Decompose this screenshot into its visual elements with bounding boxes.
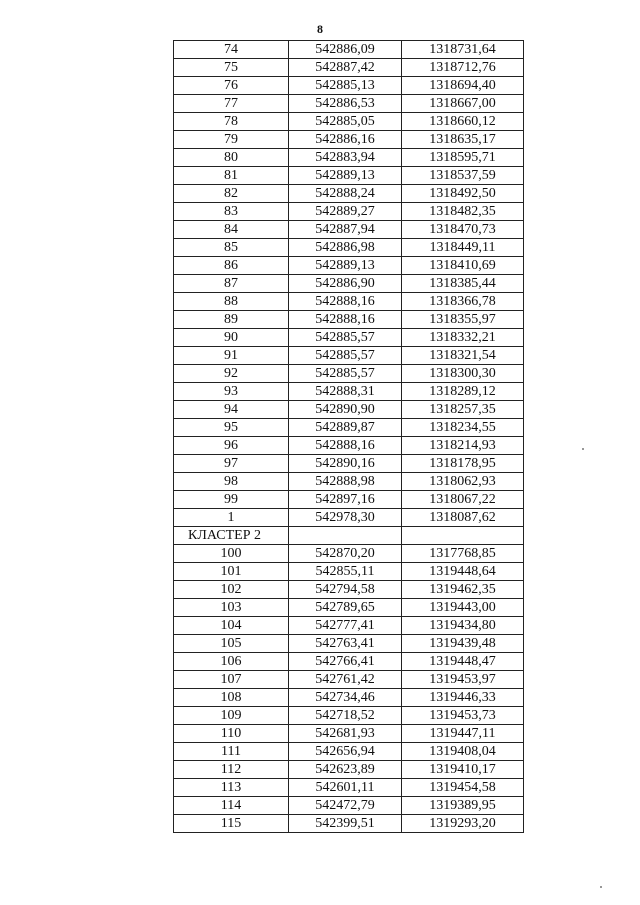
table-row bbox=[174, 725, 524, 743]
x-coordinate-cell: 542889,27 bbox=[289, 203, 402, 221]
y-coordinate-cell: 1319434,80 bbox=[402, 617, 524, 635]
y-coordinate-cell: 1318214,93 bbox=[402, 437, 524, 455]
x-coordinate-cell: 542888,98 bbox=[289, 473, 402, 491]
table-row bbox=[174, 365, 524, 383]
point-number-cell: 84 bbox=[174, 221, 289, 239]
table-row bbox=[174, 275, 524, 293]
y-coordinate-cell: 1319446,33 bbox=[402, 689, 524, 707]
point-number-cell: 95 bbox=[174, 419, 289, 437]
coordinates-table-body bbox=[174, 41, 524, 833]
table-row bbox=[174, 653, 524, 671]
y-coordinate-cell: 1318332,21 bbox=[402, 329, 524, 347]
x-coordinate-cell: 542885,57 bbox=[289, 365, 402, 383]
x-coordinate-cell: 542766,41 bbox=[289, 653, 402, 671]
y-coordinate-cell: 1318537,59 bbox=[402, 167, 524, 185]
point-number-cell: 106 bbox=[174, 653, 289, 671]
point-number-cell: 75 bbox=[174, 59, 289, 77]
table-row bbox=[174, 311, 524, 329]
table-row bbox=[174, 293, 524, 311]
x-coordinate-cell: 542978,30 bbox=[289, 509, 402, 527]
table-row bbox=[174, 779, 524, 797]
table-row bbox=[174, 203, 524, 221]
y-coordinate-cell: 1318731,64 bbox=[402, 41, 524, 59]
table-row bbox=[174, 419, 524, 437]
point-number-cell: 86 bbox=[174, 257, 289, 275]
y-coordinate-cell: 1318410,69 bbox=[402, 257, 524, 275]
section-row bbox=[174, 527, 524, 545]
point-number-cell: 88 bbox=[174, 293, 289, 311]
y-coordinate-cell: 1318087,62 bbox=[402, 509, 524, 527]
y-coordinate-cell: 1319447,11 bbox=[402, 725, 524, 743]
x-coordinate-cell: 542886,53 bbox=[289, 95, 402, 113]
table-row bbox=[174, 455, 524, 473]
x-coordinate-cell: 542889,87 bbox=[289, 419, 402, 437]
x-coordinate-cell: 542885,05 bbox=[289, 113, 402, 131]
x-coordinate-cell: 542601,11 bbox=[289, 779, 402, 797]
y-coordinate-cell: 1319454,58 bbox=[402, 779, 524, 797]
point-number-cell: 85 bbox=[174, 239, 289, 257]
point-number-cell: 90 bbox=[174, 329, 289, 347]
point-number-cell: 114 bbox=[174, 797, 289, 815]
table-row bbox=[174, 815, 524, 833]
x-coordinate-cell: 542890,16 bbox=[289, 455, 402, 473]
point-number-cell: 110 bbox=[174, 725, 289, 743]
table-row bbox=[174, 617, 524, 635]
y-coordinate-cell: 1319408,04 bbox=[402, 743, 524, 761]
point-number-cell: 109 bbox=[174, 707, 289, 725]
point-number-cell: 103 bbox=[174, 599, 289, 617]
y-coordinate-cell: 1318492,50 bbox=[402, 185, 524, 203]
point-number-cell: 100 bbox=[174, 545, 289, 563]
table-row bbox=[174, 239, 524, 257]
y-coordinate-cell: 1319410,17 bbox=[402, 761, 524, 779]
x-coordinate-cell: 542887,94 bbox=[289, 221, 402, 239]
point-number-cell: 113 bbox=[174, 779, 289, 797]
x-coordinate-cell: 542887,42 bbox=[289, 59, 402, 77]
point-number-cell: 1 bbox=[174, 509, 289, 527]
table-row bbox=[174, 689, 524, 707]
table-row bbox=[174, 113, 524, 131]
y-coordinate-cell: 1319453,97 bbox=[402, 671, 524, 689]
x-coordinate-cell: 542897,16 bbox=[289, 491, 402, 509]
x-coordinate-cell: 542888,16 bbox=[289, 293, 402, 311]
x-coordinate-cell: 542889,13 bbox=[289, 167, 402, 185]
point-number-cell: 108 bbox=[174, 689, 289, 707]
table-row bbox=[174, 95, 524, 113]
point-number-cell: 104 bbox=[174, 617, 289, 635]
point-number-cell: 102 bbox=[174, 581, 289, 599]
section-empty-x bbox=[289, 527, 402, 545]
x-coordinate-cell: 542855,11 bbox=[289, 563, 402, 581]
point-number-cell: 92 bbox=[174, 365, 289, 383]
table-row bbox=[174, 635, 524, 653]
x-coordinate-cell: 542472,79 bbox=[289, 797, 402, 815]
section-empty-y bbox=[402, 527, 524, 545]
x-coordinate-cell: 542718,52 bbox=[289, 707, 402, 725]
point-number-cell: 76 bbox=[174, 77, 289, 95]
y-coordinate-cell: 1319389,95 bbox=[402, 797, 524, 815]
table-row bbox=[174, 761, 524, 779]
x-coordinate-cell: 542885,13 bbox=[289, 77, 402, 95]
y-coordinate-cell: 1318635,17 bbox=[402, 131, 524, 149]
table-row bbox=[174, 743, 524, 761]
y-coordinate-cell: 1318694,40 bbox=[402, 77, 524, 95]
table-row bbox=[174, 131, 524, 149]
point-number-cell: 115 bbox=[174, 815, 289, 833]
y-coordinate-cell: 1318449,11 bbox=[402, 239, 524, 257]
point-number-cell: 105 bbox=[174, 635, 289, 653]
x-coordinate-cell: 542885,57 bbox=[289, 329, 402, 347]
table-row bbox=[174, 41, 524, 59]
y-coordinate-cell: 1318595,71 bbox=[402, 149, 524, 167]
scan-speck bbox=[582, 448, 584, 450]
y-coordinate-cell: 1319443,00 bbox=[402, 599, 524, 617]
point-number-cell: 78 bbox=[174, 113, 289, 131]
table-row bbox=[174, 257, 524, 275]
x-coordinate-cell: 542734,46 bbox=[289, 689, 402, 707]
point-number-cell: 80 bbox=[174, 149, 289, 167]
table-row bbox=[174, 797, 524, 815]
table-row bbox=[174, 401, 524, 419]
x-coordinate-cell: 542888,16 bbox=[289, 311, 402, 329]
x-coordinate-cell: 542794,58 bbox=[289, 581, 402, 599]
table-row bbox=[174, 581, 524, 599]
y-coordinate-cell: 1319448,47 bbox=[402, 653, 524, 671]
y-coordinate-cell: 1317768,85 bbox=[402, 545, 524, 563]
x-coordinate-cell: 542399,51 bbox=[289, 815, 402, 833]
table-row bbox=[174, 221, 524, 239]
table-row bbox=[174, 563, 524, 581]
table-row bbox=[174, 149, 524, 167]
point-number-cell: 77 bbox=[174, 95, 289, 113]
table-row bbox=[174, 383, 524, 401]
x-coordinate-cell: 542623,89 bbox=[289, 761, 402, 779]
y-coordinate-cell: 1319462,35 bbox=[402, 581, 524, 599]
y-coordinate-cell: 1319453,73 bbox=[402, 707, 524, 725]
point-number-cell: 79 bbox=[174, 131, 289, 149]
table-row bbox=[174, 599, 524, 617]
y-coordinate-cell: 1319439,48 bbox=[402, 635, 524, 653]
x-coordinate-cell: 542777,41 bbox=[289, 617, 402, 635]
point-number-cell: 107 bbox=[174, 671, 289, 689]
x-coordinate-cell: 542789,65 bbox=[289, 599, 402, 617]
y-coordinate-cell: 1318355,97 bbox=[402, 311, 524, 329]
point-number-cell: 97 bbox=[174, 455, 289, 473]
point-number-cell: 87 bbox=[174, 275, 289, 293]
y-coordinate-cell: 1319293,20 bbox=[402, 815, 524, 833]
x-coordinate-cell: 542889,13 bbox=[289, 257, 402, 275]
table-row bbox=[174, 329, 524, 347]
x-coordinate-cell: 542885,57 bbox=[289, 347, 402, 365]
x-coordinate-cell: 542888,31 bbox=[289, 383, 402, 401]
y-coordinate-cell: 1318178,95 bbox=[402, 455, 524, 473]
page-number: 8 bbox=[317, 22, 323, 36]
point-number-cell: 81 bbox=[174, 167, 289, 185]
point-number-cell: 91 bbox=[174, 347, 289, 365]
y-coordinate-cell: 1318067,22 bbox=[402, 491, 524, 509]
table-row bbox=[174, 671, 524, 689]
table-row bbox=[174, 77, 524, 95]
x-coordinate-cell: 542888,16 bbox=[289, 437, 402, 455]
x-coordinate-cell: 542681,93 bbox=[289, 725, 402, 743]
x-coordinate-cell: 542886,16 bbox=[289, 131, 402, 149]
coordinates-table bbox=[173, 40, 524, 833]
x-coordinate-cell: 542888,24 bbox=[289, 185, 402, 203]
table-row bbox=[174, 509, 524, 527]
table-row bbox=[174, 59, 524, 77]
x-coordinate-cell: 542886,90 bbox=[289, 275, 402, 293]
y-coordinate-cell: 1318300,30 bbox=[402, 365, 524, 383]
table-row bbox=[174, 491, 524, 509]
y-coordinate-cell: 1318482,35 bbox=[402, 203, 524, 221]
table-row bbox=[174, 473, 524, 491]
point-number-cell: 74 bbox=[174, 41, 289, 59]
x-coordinate-cell: 542886,98 bbox=[289, 239, 402, 257]
y-coordinate-cell: 1318062,93 bbox=[402, 473, 524, 491]
point-number-cell: 82 bbox=[174, 185, 289, 203]
point-number-cell: 94 bbox=[174, 401, 289, 419]
x-coordinate-cell: 542883,94 bbox=[289, 149, 402, 167]
point-number-cell: 101 bbox=[174, 563, 289, 581]
y-coordinate-cell: 1318470,73 bbox=[402, 221, 524, 239]
point-number-cell: 112 bbox=[174, 761, 289, 779]
x-coordinate-cell: 542761,42 bbox=[289, 671, 402, 689]
table-row bbox=[174, 437, 524, 455]
y-coordinate-cell: 1318234,55 bbox=[402, 419, 524, 437]
x-coordinate-cell: 542763,41 bbox=[289, 635, 402, 653]
x-coordinate-cell: 542890,90 bbox=[289, 401, 402, 419]
point-number-cell: 98 bbox=[174, 473, 289, 491]
y-coordinate-cell: 1318366,78 bbox=[402, 293, 524, 311]
point-number-cell: 111 bbox=[174, 743, 289, 761]
y-coordinate-cell: 1318660,12 bbox=[402, 113, 524, 131]
table-row bbox=[174, 347, 524, 365]
point-number-cell: 89 bbox=[174, 311, 289, 329]
y-coordinate-cell: 1319448,64 bbox=[402, 563, 524, 581]
table-row bbox=[174, 167, 524, 185]
y-coordinate-cell: 1318289,12 bbox=[402, 383, 524, 401]
table-row bbox=[174, 545, 524, 563]
scan-speck bbox=[600, 886, 602, 888]
point-number-cell: 93 bbox=[174, 383, 289, 401]
y-coordinate-cell: 1318667,00 bbox=[402, 95, 524, 113]
point-number-cell: 99 bbox=[174, 491, 289, 509]
point-number-cell: 83 bbox=[174, 203, 289, 221]
x-coordinate-cell: 542656,94 bbox=[289, 743, 402, 761]
y-coordinate-cell: 1318385,44 bbox=[402, 275, 524, 293]
point-number-cell: 96 bbox=[174, 437, 289, 455]
x-coordinate-cell: 542886,09 bbox=[289, 41, 402, 59]
table-row bbox=[174, 185, 524, 203]
y-coordinate-cell: 1318712,76 bbox=[402, 59, 524, 77]
section-label: КЛАСТЕР 2 bbox=[174, 527, 289, 545]
table-row bbox=[174, 707, 524, 725]
x-coordinate-cell: 542870,20 bbox=[289, 545, 402, 563]
y-coordinate-cell: 1318257,35 bbox=[402, 401, 524, 419]
y-coordinate-cell: 1318321,54 bbox=[402, 347, 524, 365]
